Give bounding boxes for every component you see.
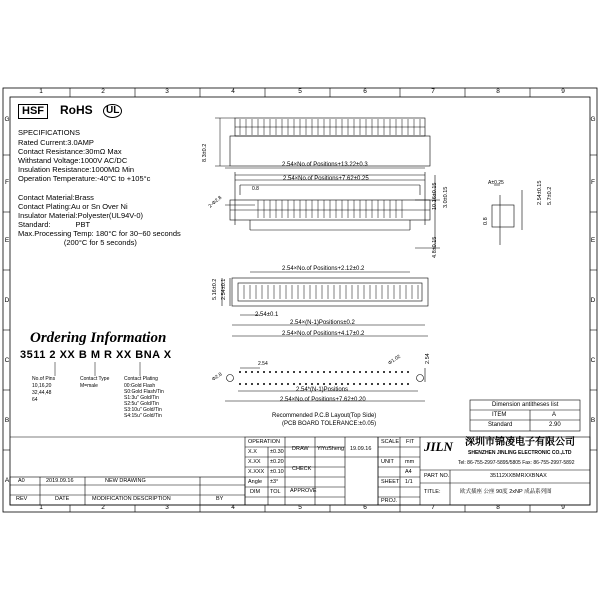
tb-fit-key: FIT (406, 439, 415, 445)
dimension-table-header: ITEM (492, 412, 507, 418)
tb-proj-key: PROJ. (381, 498, 398, 504)
hsf-badge: HSF (18, 104, 48, 119)
tb-tol-val: ±0.30 (270, 449, 284, 455)
plating-value: S1:3u" Gold/Tin (124, 395, 159, 401)
pcb-caption: Recommended P.C.B Layout(Top Side) (272, 413, 377, 419)
frame-row-d-right: D (590, 297, 596, 304)
tb-tol-key: X.XX (248, 459, 261, 465)
dim-pcb-n1: 2.54*(N-1)Positions (296, 387, 349, 393)
plating-value: S4:15u" Gold/Tin (124, 413, 162, 419)
spec-line: Insulation Resistance:1000MΩ Min (18, 165, 135, 174)
frame-col-7-bottom: 7 (431, 504, 435, 511)
tb-drawer: YiYuSheng (317, 446, 345, 452)
tb-date: 19.09.16 (350, 446, 372, 452)
frame-col-9: 9 (561, 88, 565, 95)
dimension-table-cell: Standard (488, 422, 513, 428)
date-key: DATE (55, 496, 70, 502)
tb-check: CHECK (292, 466, 312, 472)
dim-front-h1: 10.16±0.15 (432, 182, 438, 210)
dimension-table-header: A (552, 412, 557, 418)
company-name-cn: 深圳市锦凌电子有限公司 (465, 437, 575, 448)
tb-sheet-val: 1/1 (405, 479, 413, 485)
tb-tol-val: ±0.10 (270, 469, 284, 475)
plating-value: S0:Gold Flash/Tin (124, 389, 164, 395)
frame-row-c: C (4, 357, 10, 364)
mod-key: MODIFICATION DESCRIPTION (92, 496, 171, 502)
frame-row-f: F (5, 179, 9, 186)
frame-col-4: 4 (231, 88, 235, 95)
tb-draw: DRAW (292, 446, 309, 452)
frame-col-8: 8 (496, 88, 500, 95)
tb-unit-key: UNIT (381, 459, 394, 465)
frame-col-5-bottom: 5 (298, 504, 302, 511)
dim-front-pos2: 2.54×No.of Positions+7.62±0.25 (283, 176, 369, 182)
dim-pcb-phi: Φ2.8 (210, 371, 224, 383)
contact-type-label: Contact Type (80, 376, 110, 382)
dim-bottom-v2: 2.54±0.1 (221, 278, 227, 300)
frame-col-3: 3 (165, 88, 169, 95)
frame-row-b: B (4, 417, 10, 424)
frame-col-8-bottom: 8 (496, 504, 500, 511)
tb-operation: OPERATION (248, 439, 280, 445)
plating-label: Contact Plating (124, 376, 158, 382)
pins-value: 10,16,20 (32, 383, 52, 389)
frame-col-7: 7 (431, 88, 435, 95)
dim-front-h3: 4.8±0.15 (432, 236, 438, 258)
tb-tol-val: ±3° (270, 479, 279, 485)
material-line: Contact Material:Brass (18, 193, 94, 202)
dim-front-phi: 2-Φ2.8 (207, 194, 224, 210)
dimension-table-title: Dimension antitheses list (492, 402, 559, 408)
dim-pcb-254: 2.54 (258, 361, 268, 367)
frame-col-6: 6 (363, 88, 367, 95)
tb-part-no-key: PART NO. (424, 473, 450, 479)
frame-col-1: 1 (39, 88, 43, 95)
pcb-caption-tolerance: (PCB BOARD TOLERANCE:±0.05) (282, 421, 377, 427)
material-line: Insulator Material:Polyester(UL94V-0) (18, 211, 144, 220)
dim-side-w: 0.8 (483, 217, 489, 225)
frame-row-g: G (4, 116, 10, 123)
tb-tol-key: X.XXX (248, 469, 265, 475)
material-line: (200°C for 5 seconds) (18, 238, 137, 247)
dim-pcb-pos: 2.54×No.of Positions+7.62±0.20 (280, 397, 366, 403)
tb-tol-key: Angle (248, 479, 263, 485)
frame-row-c-right: C (590, 357, 596, 364)
dim-pcb-102: Φ1.02 (387, 353, 402, 367)
frame-row-b-right: B (590, 417, 596, 424)
tb-part-no-val: 35112XXBMRXXBNAX (490, 473, 547, 479)
ordering-code: 3511 2 XX B M R XX BNA X (20, 349, 172, 361)
frame-col-3-bottom: 3 (165, 504, 169, 511)
tb-title-key: TITLE: (424, 489, 441, 495)
dim-side-h2: 5.7±0.2 (547, 186, 553, 205)
frame-col-9-bottom: 9 (561, 504, 565, 511)
frame-row-g-right: G (590, 116, 596, 123)
tb-title-val: 欧式插座 公座 90度 2xNP 成品系列图 (460, 489, 552, 495)
tb-unit-val: mm (405, 459, 415, 465)
spec-line: Contact Resistance:30mΩ Max (18, 147, 122, 156)
pins-value: 32,44,48 (32, 390, 52, 396)
plating-value: S2:5u" Gold/Tin (124, 401, 159, 407)
tb-size-val: A4 (405, 469, 412, 475)
tb-tol-key: X.X (248, 449, 257, 455)
contact-type-value: M=male (80, 383, 98, 389)
rev-key: REV (16, 496, 28, 502)
dimension-table-cell: 2.90 (549, 422, 561, 428)
tb-dim: DIM (250, 489, 261, 495)
dim-bottom-n1: 2.54×(N-1)Positions±0.2 (290, 320, 355, 326)
by-key: BY (216, 496, 224, 502)
frame-col-5: 5 (298, 88, 302, 95)
dim-side-h1: 2.54±0.15 (537, 180, 543, 205)
frame-row-a: A (4, 477, 10, 484)
dim-side-a: A±0.25 (488, 180, 504, 186)
company-logo: JILN (424, 439, 453, 454)
material-line: Standard: PBT (18, 220, 91, 229)
spec-line: Withstand Voltage:1000V AC/DC (18, 156, 128, 165)
frame-row-f-right: F (591, 179, 595, 186)
dim-bottom-v1: 5.16±0.2 (212, 278, 218, 300)
frame-row-e-right: E (590, 237, 596, 244)
dim-front-pos1: 2.54×No.of Positions+13.22±0.3 (282, 162, 368, 168)
frame-col-1-bottom: 1 (39, 504, 43, 511)
frame-col-6-bottom: 6 (363, 504, 367, 511)
ordering-title: Ordering Information (30, 330, 167, 346)
pins-label: No.of Pins (32, 376, 56, 382)
ul-logo-icon: UL (103, 104, 122, 118)
tb-approve: APPROVE (290, 488, 317, 494)
rev-mod-value: NEW DRAWING (105, 478, 146, 484)
dim-front-0-8: 0.8 (252, 186, 259, 192)
frame-col-2: 2 (101, 88, 105, 95)
plating-value: 00:Gold Flash (124, 383, 156, 389)
rev-value: A0 (18, 478, 25, 484)
tb-scale-key: SCALE (381, 439, 400, 445)
dim-bottom-pos2: 2.54×No.of Positions+4.17±0.2 (282, 331, 365, 337)
company-contact: Tel: 86-755-2997-5895/5805 Fax: 86-755-2997-5892 (458, 460, 575, 466)
rev-date-value: 2019.09.16 (46, 478, 74, 484)
dim-top-height: 8.3±0.2 (202, 143, 208, 162)
spec-line: Operation Temperature:-40°C to +105°c (18, 174, 151, 183)
material-line: Contact Plating:Au or Sn Over Ni (18, 202, 128, 211)
rohs-badge: RoHS (60, 103, 93, 117)
tb-sheet-key: SHEET (381, 479, 400, 485)
plating-value: S3:10u" Gold/Tin (124, 407, 162, 413)
pins-value: 64 (32, 397, 38, 403)
dim-bottom-pos: 2.54×No.of Positions+2.12±0.2 (282, 266, 365, 272)
frame-row-d: D (4, 297, 10, 304)
dim-pcb-v: 2.54 (425, 353, 431, 364)
frame-row-e: E (4, 237, 10, 244)
spec-heading: SPECIFICATIONS (18, 128, 80, 137)
spec-line: Rated Current:3.0AMP (18, 138, 94, 147)
dim-bottom-pitch: 2.54±0.1 (255, 312, 279, 318)
pcb-hole-rows (239, 371, 409, 385)
frame-col-4-bottom: 4 (231, 504, 235, 511)
tb-tol-val: ±0.20 (270, 459, 284, 465)
company-name-en: SHENZHEN JINLING ELECTRONIC CO.,LTD (468, 450, 572, 456)
material-line: Max.Processing Temp: 180°C for 30~60 seconds (18, 229, 181, 238)
tb-tol: TOL (270, 489, 281, 495)
frame-col-2-bottom: 2 (101, 504, 105, 511)
dim-front-h2: 3.0±0.15 (443, 186, 449, 208)
